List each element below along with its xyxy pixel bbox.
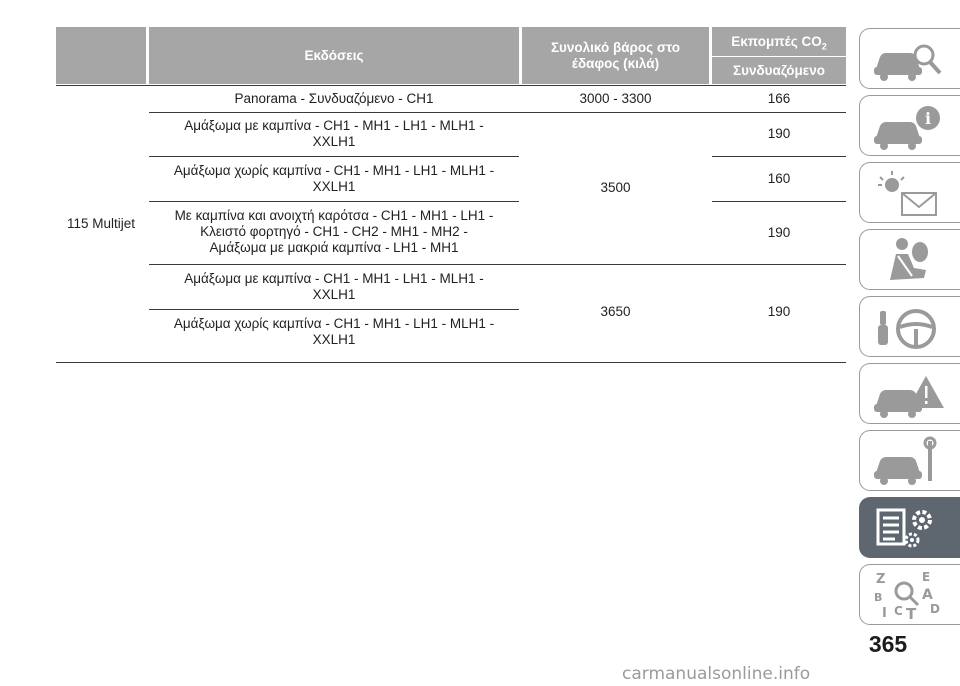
table-bottom-rule [56, 362, 846, 363]
watermark: carmanualsonline.info [622, 664, 811, 684]
tab-technical-data[interactable] [859, 497, 960, 558]
weight-cell: 3650 [600, 304, 631, 319]
tab-car-search[interactable] [859, 28, 960, 89]
header-emissions-combined-label: Συνδυαζόμενο [733, 63, 825, 78]
engine-label: 115 Multijet [66, 216, 136, 231]
alphabetical-index-icon [868, 569, 948, 621]
airbag-seat-icon [868, 234, 948, 286]
header-cell-blank [56, 27, 146, 84]
co2-cell: 166 [767, 91, 791, 106]
tab-warning-lights[interactable] [859, 162, 960, 223]
row-divider [712, 156, 846, 157]
co2-subscript: 2 [821, 41, 827, 52]
co2-cell: 190 [767, 304, 791, 319]
tab-maintenance[interactable] [859, 430, 960, 491]
row-divider [149, 309, 519, 310]
svg-text:i: i [924, 109, 932, 128]
version-cell: Αμάξωμα με καμπίνα - CH1 - MH1 - LH1 - MLH1 - XXLH1 [184, 271, 484, 302]
tab-car-info[interactable] [859, 95, 960, 156]
row-divider [712, 201, 846, 202]
version-cell: Με καμπίνα και ανοιχτή καρότσα - CH1 - MH1 - LH1 - Κλειστό φορτηγό - CH1 - CH2 - MH1 - MH2 - Αμάξωμα με μακριά καμπίνα - LH1 - MH1 [174, 208, 494, 255]
co2-cell: 160 [767, 171, 791, 186]
weight-cell: 3000 - 3300 [579, 91, 652, 106]
version-cell: Αμάξωμα χωρίς καμπίνα - CH1 - MH1 - LH1 - MLH1 - XXLH1 [173, 316, 495, 347]
car-emergency-icon [868, 368, 948, 420]
tab-starting-driving[interactable] [859, 296, 960, 357]
tab-emergency[interactable] [859, 363, 960, 424]
svg-text:B: B [874, 591, 883, 604]
header-weight-label [522, 40, 709, 72]
version-cell: Αμάξωμα με καμπίνα - CH1 - MH1 - LH1 - MLH1 - XXLH1 [184, 118, 484, 149]
row-divider [149, 112, 846, 113]
steering-wheel-icon [868, 301, 948, 353]
car-search-icon [868, 33, 948, 85]
weight-cell: 3500 [600, 180, 631, 195]
row-divider [149, 156, 519, 157]
tab-index[interactable] [859, 564, 960, 625]
header-emissions-label: Εκπομπές $CO_2$ [731, 34, 827, 52]
header-weight-line-1: Συνολικό βάρος στο [550, 40, 681, 55]
header-weight-line-2: έδαφος (κιλά) [571, 56, 660, 71]
svg-text:E: E [922, 570, 931, 584]
row-divider [149, 201, 519, 202]
tab-safety[interactable] [859, 229, 960, 290]
svg-text:A: A [922, 587, 933, 603]
page-number: 365 [868, 631, 908, 657]
car-maintenance-icon [868, 435, 948, 487]
technical-data-icon [868, 502, 948, 554]
svg-text:Z: Z [876, 572, 886, 587]
version-cell: Αμάξωμα χωρίς καμπίνα - CH1 - MH1 - LH1 - MLH1 - XXLH1 [173, 163, 495, 194]
svg-text:D: D [930, 602, 940, 616]
warning-light-message-icon [868, 167, 948, 219]
svg-text:I: I [882, 606, 887, 621]
svg-text:T: T [906, 605, 917, 621]
row-divider [149, 264, 846, 265]
header-versions-label: Εκδόσεις [304, 48, 364, 63]
co2-cell: 190 [767, 225, 791, 240]
header-divider [712, 56, 846, 57]
co2-cell: 190 [767, 126, 791, 141]
car-info-icon [868, 100, 948, 152]
version-cell: Panorama - Συνδυαζόμενο - CH1 [234, 91, 434, 106]
svg-text:C: C [894, 604, 903, 618]
table-top-rule [56, 85, 846, 86]
